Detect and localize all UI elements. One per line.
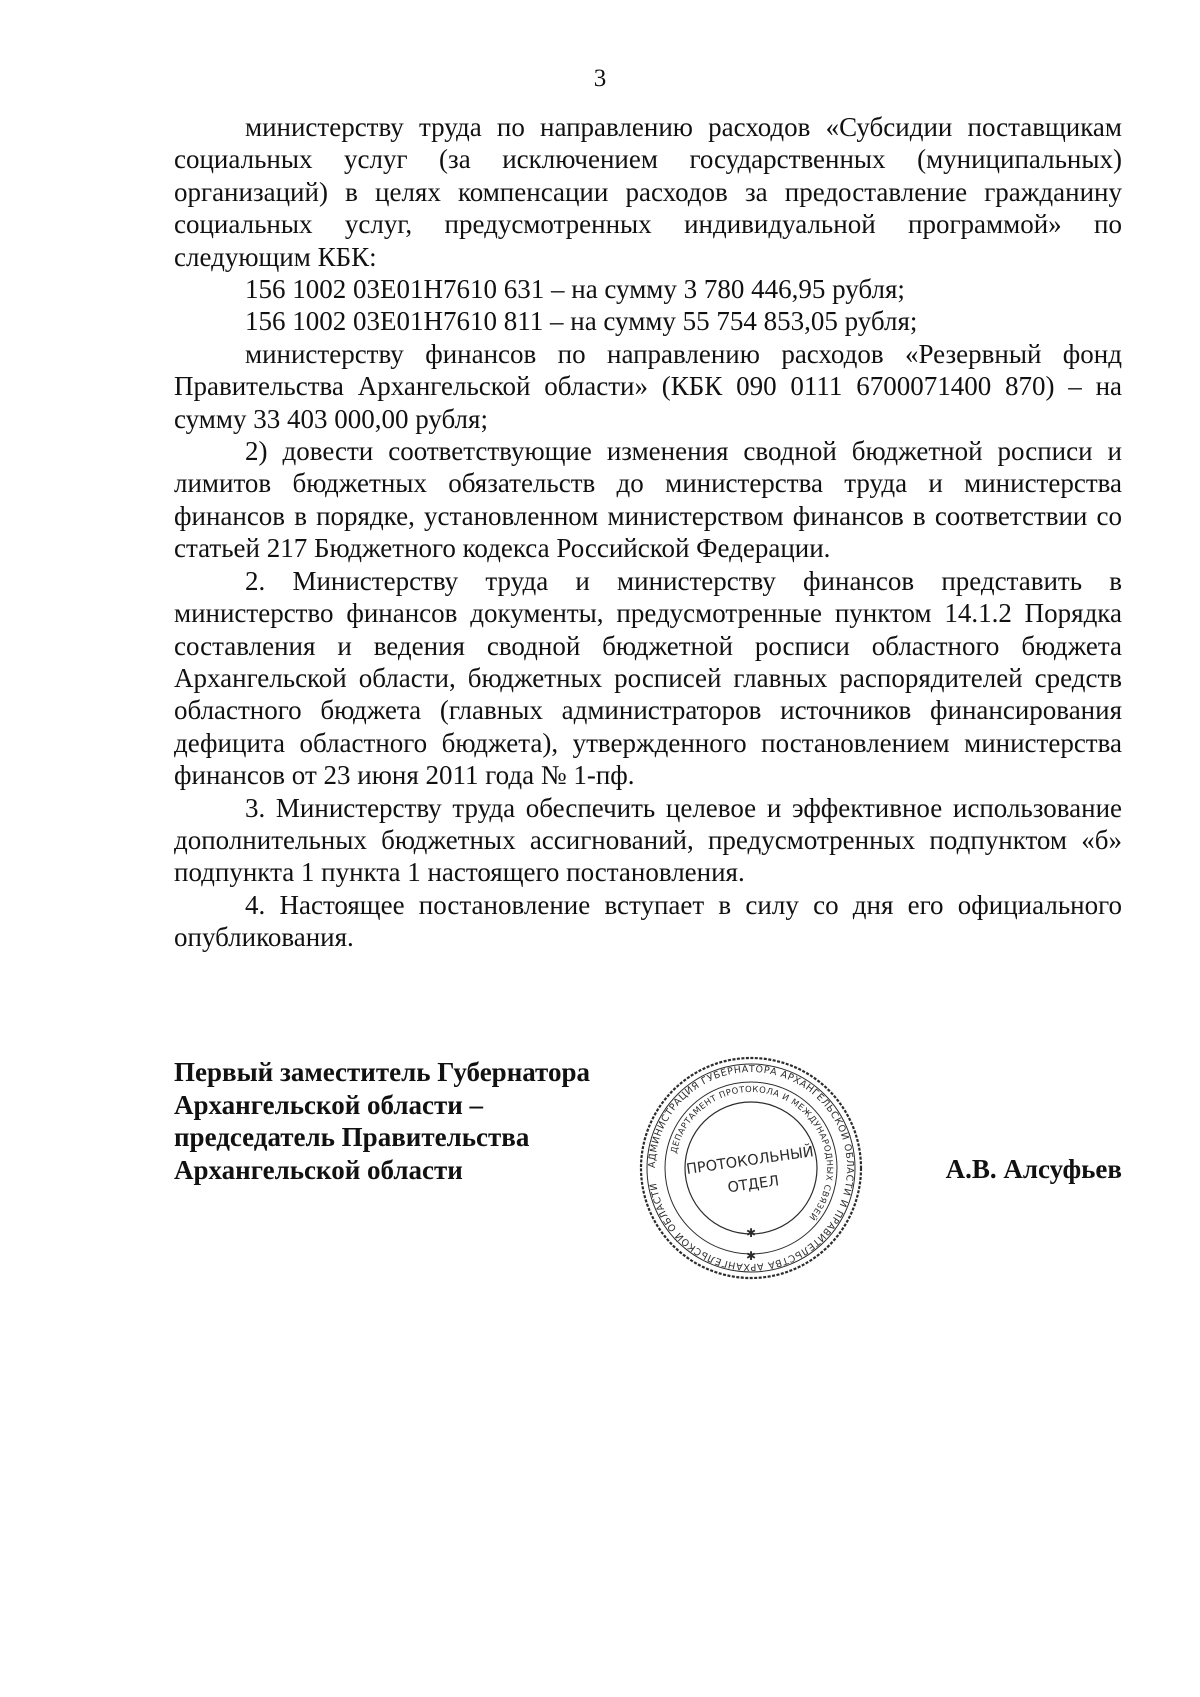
- signatory-position-line: Архангельской области: [174, 1154, 463, 1185]
- paragraph-kbk-811: 156 1002 03Е01Н7610 811 – на сумму 55 754 853,05 рубля;: [245, 306, 918, 337]
- stamp-outer-text: АДМИНИСТРАЦИЯ ГУБЕРНАТОРА АРХАНГЕЛЬСКОЙ ОБЛАСТИ И ПРАВИТЕЛЬСТВА АРХАНГЕЛЬСКОЙ ОБЛАСТИ: [646, 1063, 856, 1273]
- paragraph-ministry-finance-reserve: министерству финансов по направлению расходов «Резервный фонд Правительства Архангельской области» (КБК 090 0111 6700071400 870) – на сумму 33 403 000,00 рубля;: [174, 338, 1122, 434]
- stamp-inner-text: ДЕПАРТАМЕНТ ПРОТОКОЛА И МЕЖДУНАРОДНЫХ СВЯЗЕЙ: [669, 1084, 835, 1223]
- stamp-center-line-1: ПРОТОКОЛЬНЫЙ: [685, 1144, 815, 1178]
- document-body: [174, 111, 1122, 954]
- official-stamp: [636, 1053, 866, 1283]
- stamp-star-icon: ✱: [745, 1249, 757, 1263]
- stamp-star-icon: ✱: [745, 1226, 757, 1240]
- signatory-position: [174, 1056, 644, 1186]
- paragraph-clause-2-subitem: 2) довести соответствующие изменения сводной бюджетной росписи и лимитов бюджетных обязательств до министерства труда и министерства финансов в порядке, установленном министерством финансов в соответствии со статьей 217 Бюджетного кодекса Российской Федерации.: [174, 436, 1122, 564]
- signatory-position-line: Первый заместитель Губернатора: [174, 1057, 590, 1087]
- page-number: 3: [593, 65, 607, 92]
- paragraph-clause-2: 2. Министерству труда и министерству финансов представить в министерство финансов документы, предусмотренные пунктом 14.1.2 Порядка составления и ведения сводной бюджетной росписи областного бюджета Архангельской области, бюджетных росписей главных распорядителей средств областного бюджета (главных администраторов источников финансирования дефицита областного бюджета), утвержденного постановлением министерства финансов от 23 июня 2011 года № 1-пф.: [174, 565, 1122, 791]
- paragraph-ministry-labor-expenses: министерству труда по направлению расходов «Субсидии поставщикам социальных услуг (за исключением государственных (муниципальных) организаций) в целях компенсации расходов за предоставление гражданину социальных услуг, предусмотренных индивидуальной программой» по следующим КБК:: [174, 112, 1122, 272]
- paragraph-clause-4: 4. Настоящее постановление вступает в силу со дня его официального опубликования.: [174, 889, 1122, 953]
- signatory-position-line: председатель Правительства: [174, 1122, 530, 1152]
- signatory-position-line: Архангельской области –: [174, 1089, 484, 1120]
- paragraph-kbk-631: 156 1002 03Е01Н7610 631 – на сумму 3 780 446,95 рубля;: [245, 274, 905, 305]
- paragraph-clause-3: 3. Министерству труда обеспечить целевое и эффективное использование дополнительных бюджетных ассигнований, предусмотренных подпунктом «б» подпункта 1 пункта 1 настоящего постановления.: [174, 792, 1122, 888]
- stamp-center-line-2: ОТДЕЛ: [726, 1173, 781, 1197]
- signatory-name: А.В. Алсуфьев: [945, 1154, 1122, 1184]
